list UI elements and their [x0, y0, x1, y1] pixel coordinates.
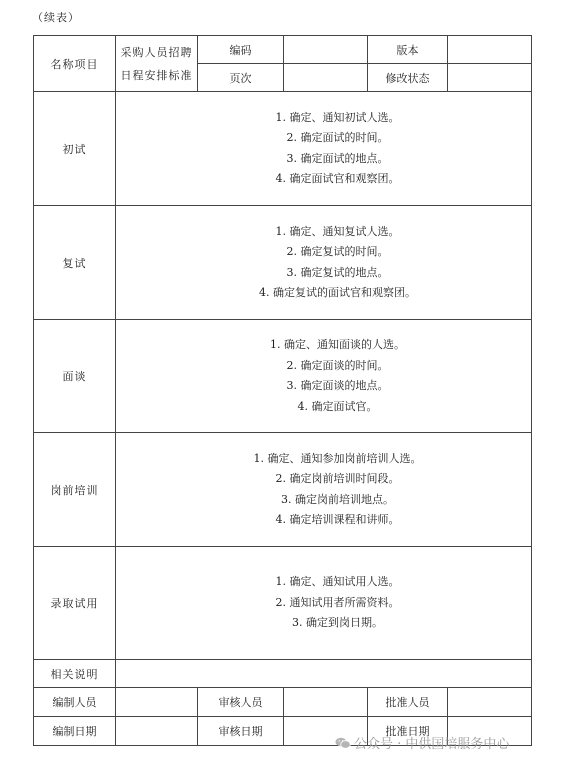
list-item: 3. 确定面谈的地点。: [286, 379, 389, 392]
title-line-2: 日程安排标准: [120, 68, 193, 82]
title-line-1: 采购人员招聘: [120, 45, 193, 59]
watermark: [335, 733, 509, 752]
section-label: 录取试用: [34, 547, 116, 660]
schedule-table: [33, 35, 532, 746]
reviewed-by-value[interactable]: [284, 688, 368, 717]
section-row-first-interview: [34, 92, 532, 206]
list-item: 2. 确定岗前培训时间段。: [275, 472, 400, 485]
list-item: 2. 确定面试的时间。: [286, 131, 389, 144]
page-label: 页次: [198, 64, 284, 92]
reviewed-date-label: 审核日期: [198, 717, 284, 746]
section-label: 岗前培训: [34, 433, 116, 547]
version-value[interactable]: [448, 36, 532, 64]
revision-label: 修改状态: [368, 64, 448, 92]
list-item: 4. 确定复试的面试官和观察团。: [259, 286, 416, 299]
prepared-by-label: 编制人员: [34, 688, 116, 717]
list-item: 3. 确定面试的地点。: [286, 151, 389, 165]
code-label: 编码: [198, 36, 284, 64]
document-title: [116, 36, 198, 92]
section-items: [116, 92, 532, 206]
list-item: 3. 确定到岗日期。: [292, 616, 383, 630]
section-items: [116, 547, 532, 660]
list-item: 4. 确定培训课程和讲师。: [275, 513, 400, 526]
list-item: 1. 确定、通知试用人选。: [275, 575, 400, 589]
section-label: 面谈: [34, 320, 116, 433]
watermark-text: 公众号 · 中供国培服务中心: [354, 737, 510, 752]
list-item: 1. 确定、通知初试人选。: [275, 110, 400, 124]
prepared-by-value[interactable]: [116, 688, 198, 717]
section-row-pre-job-training: [34, 433, 532, 547]
list-item: 3. 确定岗前培训地点。: [281, 492, 394, 506]
approved-by-label: 批准人员: [368, 688, 448, 717]
list-item: 3. 确定复试的地点。: [286, 265, 389, 279]
code-value[interactable]: [284, 36, 368, 64]
prepared-date-value[interactable]: [116, 717, 198, 746]
continued-label: （续表）: [32, 11, 80, 24]
section-row-hiring-trial: [34, 547, 532, 660]
notes-value[interactable]: [116, 660, 532, 688]
name-item-label: 名称项目: [34, 36, 116, 92]
approved-date-label: 批准日期: [368, 717, 448, 746]
section-row-second-interview: [34, 206, 532, 320]
page-value[interactable]: [284, 64, 368, 92]
section-items: [116, 433, 532, 547]
version-label: 版本: [368, 36, 448, 64]
section-items: [116, 320, 532, 433]
list-item: 4. 确定面试官和观察团。: [275, 172, 400, 185]
list-item: 1. 确定、通知面谈的人选。: [270, 338, 405, 351]
prepared-date-label: 编制日期: [34, 717, 116, 746]
list-item: 2. 通知试用者所需资料。: [275, 595, 400, 609]
list-item: 2. 确定面谈的时间。: [286, 358, 389, 372]
section-label: 初试: [34, 92, 116, 206]
revision-value[interactable]: [448, 64, 532, 92]
reviewed-by-label: 审核人员: [198, 688, 284, 717]
notes-label: 相关说明: [34, 660, 116, 688]
list-item: 4. 确定面试官。: [297, 399, 378, 413]
approved-by-value[interactable]: [448, 688, 532, 717]
section-label: 复试: [34, 206, 116, 320]
list-item: 2. 确定复试的时间。: [286, 245, 389, 258]
section-row-interview-talk: [34, 320, 532, 433]
section-items: [116, 206, 532, 320]
list-item: 1. 确定、通知参加岗前培训人选。: [253, 451, 422, 465]
wechat-icon: [335, 737, 351, 749]
list-item: 1. 确定、通知复试人选。: [275, 224, 400, 238]
